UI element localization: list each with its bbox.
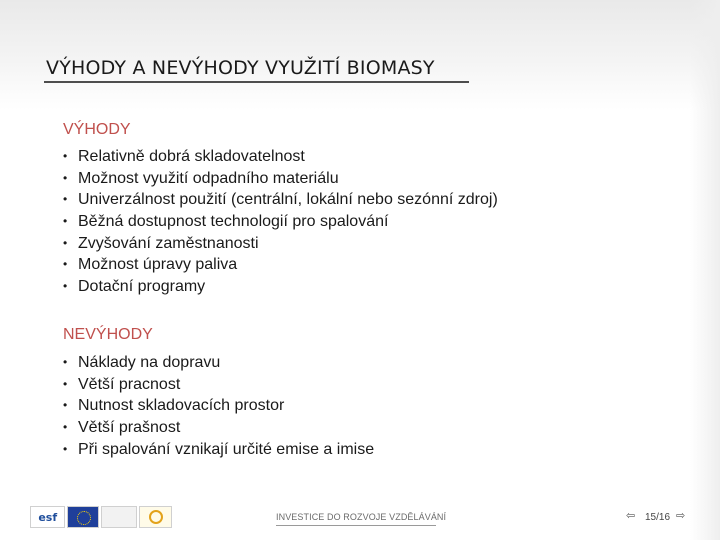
list-item — [63, 374, 374, 396]
disadvantages-list — [63, 352, 374, 460]
list-item — [63, 417, 374, 439]
list-item — [63, 233, 498, 255]
bullet-icon: • — [63, 355, 68, 369]
advantages-heading: VÝHODY — [63, 121, 131, 138]
list-item — [63, 146, 498, 168]
bullet-icon: • — [63, 214, 68, 229]
footer-text: INVESTICE DO ROZVOJE VZDĚLÁVÁNÍ — [276, 512, 447, 522]
list-item-text: Větší prašnost — [78, 419, 181, 437]
disadvantages-heading: NEVÝHODY — [63, 326, 153, 343]
list-item — [63, 276, 498, 298]
footer-text-underline — [276, 525, 436, 526]
list-item-text: Zvyšování zaměstnanosti — [78, 234, 259, 252]
bullet-icon: • — [63, 170, 68, 185]
list-item — [63, 254, 498, 276]
bullet-icon: • — [63, 420, 68, 435]
bullet-icon: • — [63, 149, 68, 163]
top-gradient-band — [0, 0, 720, 110]
msmt-logo-icon — [101, 506, 136, 528]
prev-slide-icon[interactable]: ⇦ — [626, 510, 636, 522]
bullet-icon: • — [63, 441, 68, 456]
list-item-text: Možnost úpravy paliva — [78, 256, 238, 274]
page-number: 15/16 — [645, 512, 671, 523]
list-item — [63, 395, 374, 417]
bullet-icon: • — [63, 398, 68, 413]
advantages-list — [63, 146, 498, 298]
bullet-icon: • — [63, 192, 68, 207]
right-gradient-edge — [690, 0, 720, 540]
list-item — [63, 189, 498, 211]
list-item-text: Větší pracnost — [78, 375, 181, 393]
list-item-text: Nutnost skladovacích prostor — [78, 397, 285, 415]
eu-flag-icon — [67, 506, 99, 528]
list-item-text: Relativně dobrá skladovatelnost — [78, 148, 305, 165]
list-item — [63, 168, 498, 190]
footer-logo-strip — [30, 505, 172, 529]
list-item-text: Dotační programy — [78, 278, 206, 296]
list-item-text: Náklady na dopravu — [78, 354, 221, 371]
bullet-icon: • — [63, 376, 68, 391]
esf-logo-icon — [30, 506, 65, 528]
list-item — [63, 211, 498, 233]
bullet-icon: • — [63, 235, 68, 250]
list-item — [63, 439, 374, 461]
bullet-icon: • — [63, 279, 68, 294]
op-vk-logo-icon — [139, 506, 173, 528]
next-slide-icon[interactable]: ⇨ — [676, 510, 686, 522]
slide-title: VÝHODY A NEVÝHODY VYUŽITÍ BIOMASY — [46, 57, 435, 79]
list-item — [63, 352, 374, 374]
list-item-text: Běžná dostupnost technologií pro spalování — [78, 213, 389, 231]
list-item-text: Možnost využití odpadního materiálu — [78, 169, 339, 187]
list-item-text: Při spalování vznikají určité emise a imise — [78, 440, 375, 458]
bullet-icon: • — [63, 257, 68, 272]
esf-logo-text: esf — [38, 510, 58, 524]
title-underline — [44, 81, 469, 83]
list-item-text: Univerzálnost použití (centrální, lokální nebo sezónní zdroj) — [78, 191, 498, 209]
